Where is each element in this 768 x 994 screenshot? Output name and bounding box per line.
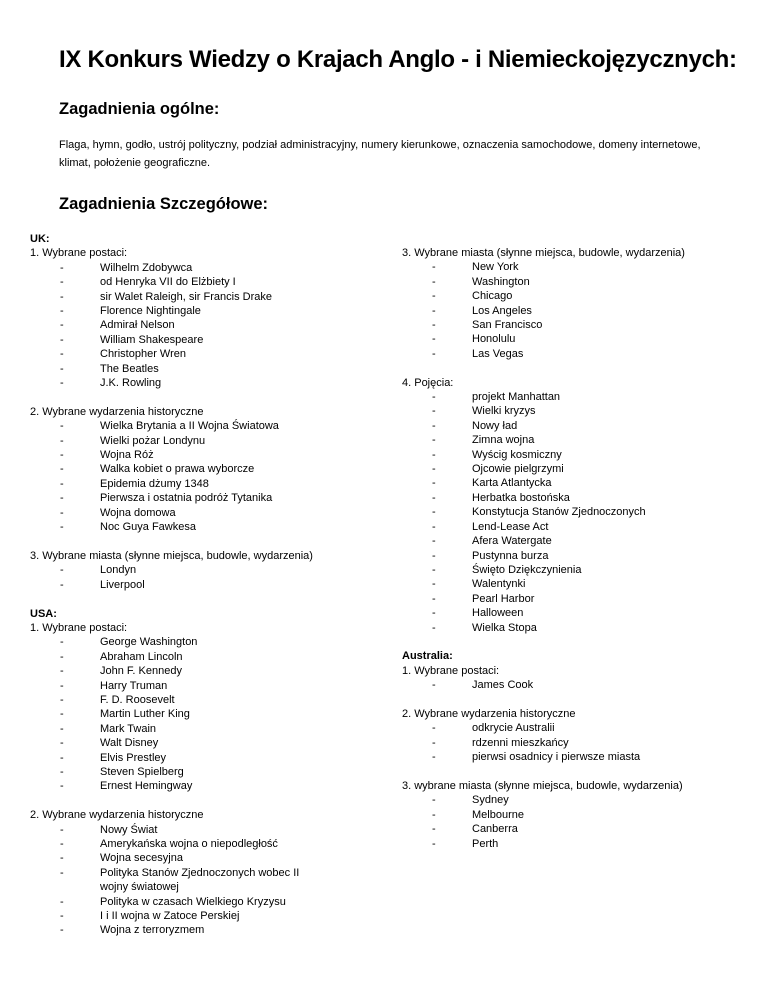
- list-item: - Harry Truman: [30, 679, 375, 693]
- list-item: - Pierwsza i ostatnia podróż Tytanika: [30, 491, 375, 505]
- list-item: - San Francisco: [402, 318, 747, 332]
- uk-section-1: [30, 246, 375, 390]
- usa-section-4: [402, 376, 747, 635]
- list-item: - Canberra: [402, 822, 747, 836]
- list-item: - Melbourne: [402, 808, 747, 822]
- right-column: [402, 246, 747, 865]
- usa-section-2: [30, 808, 375, 938]
- item-list: [402, 721, 747, 764]
- list-item: - Wielki pożar Londynu: [30, 434, 375, 448]
- list-item: - New York: [402, 260, 747, 274]
- list-item: - Herbatka bostońska: [402, 491, 747, 505]
- list-item: - Konstytucja Stanów Zjednoczonych: [402, 505, 747, 519]
- list-item: - Wojna Róż: [30, 448, 375, 462]
- list-item: - Wielka Stopa: [402, 621, 747, 635]
- page-title: IX Konkurs Wiedzy o Krajach Anglo - i Niemieckojęzycznych:: [59, 46, 737, 73]
- list-item: - Afera Watergate: [402, 534, 747, 548]
- list-item: - Epidemia dżumy 1348: [30, 477, 375, 491]
- list-item: - Wojna secesyjna: [30, 851, 375, 865]
- section-title: 3. Wybrane miasta (słynne miejsca, budowle, wydarzenia): [30, 549, 313, 562]
- item-list: [402, 390, 747, 635]
- list-item: - Walka kobiet o prawa wyborcze: [30, 462, 375, 476]
- list-item: - Florence Nightingale: [30, 304, 375, 318]
- list-item: - sir Walet Raleigh, sir Francis Drake: [30, 290, 375, 304]
- country-usa: USA:: [30, 607, 57, 620]
- list-item: - Karta Atlantycka: [402, 476, 747, 490]
- usa-section-3: [402, 246, 747, 361]
- list-item: - Martin Luther King: [30, 707, 375, 721]
- list-item: - Pustynna burza: [402, 549, 747, 563]
- list-item: - Wilhelm Zdobywca: [30, 261, 375, 275]
- item-list: [30, 635, 375, 793]
- item-list: [30, 261, 375, 391]
- list-item: - Washington: [402, 275, 747, 289]
- list-item: - Halloween: [402, 606, 747, 620]
- general-text: Flaga, hymn, godło, ustrój polityczny, podział administracyjny, numery kierunkowe, oznaczenia samochodowe, domeny internetowe, klimat, położenie geograficzne.: [59, 139, 701, 169]
- list-item: - Nowy Świat: [30, 823, 375, 837]
- list-item: - rdzenni mieszkańcy: [402, 736, 747, 750]
- section-title: 1. Wybrane postaci:: [402, 664, 500, 677]
- section-title: 1. Wybrane postaci:: [30, 247, 128, 260]
- country-australia: Australia:: [402, 650, 453, 663]
- list-item: - James Cook: [402, 678, 747, 692]
- item-list: [402, 793, 747, 851]
- list-item: - Los Angeles: [402, 304, 747, 318]
- section-title: 4. Pojęcia:: [402, 376, 454, 389]
- list-item: - Abraham Lincoln: [30, 650, 375, 664]
- list-item: - I i II wojna w Zatoce Perskiej: [30, 909, 375, 923]
- list-item: - Walt Disney: [30, 736, 375, 750]
- list-item: - Perth: [402, 837, 747, 851]
- uk-section-3: [30, 549, 375, 592]
- list-item: - Steven Spielberg: [30, 765, 375, 779]
- list-item: - Mark Twain: [30, 722, 375, 736]
- list-item: - Walentynki: [402, 577, 747, 591]
- list-item: - Polityka Stanów Zjednoczonych wobec II wojny światowej: [30, 866, 375, 895]
- section-title: 3. Wybrane miasta (słynne miejsca, budowle, wydarzenia): [402, 247, 685, 259]
- item-list: [30, 823, 375, 938]
- australia-section-1: [402, 664, 747, 693]
- list-item: - John F. Kennedy: [30, 664, 375, 678]
- australia-section-3: [402, 779, 747, 851]
- list-item: - Londyn: [30, 563, 375, 577]
- list-item: - Christopher Wren: [30, 347, 375, 361]
- item-list: [30, 563, 375, 592]
- section-title: 2. Wybrane wydarzenia historyczne: [30, 809, 204, 822]
- list-item: - odkrycie Australii: [402, 721, 747, 735]
- list-item: - Zimna wojna: [402, 433, 747, 447]
- uk-section-2: [30, 405, 375, 535]
- general-heading: Zagadnienia ogólne:: [59, 100, 220, 118]
- list-item: - Admirał Nelson: [30, 318, 375, 332]
- detailed-heading: Zagadnienia Szczegółowe:: [59, 195, 269, 213]
- list-item: - Święto Dziękczynienia: [402, 563, 747, 577]
- list-item: - Polityka w czasach Wielkiego Kryzysu: [30, 895, 375, 909]
- item-list: [402, 260, 747, 361]
- section-title: 3. wybrane miasta (słynne miejsca, budowle, wydarzenia): [402, 779, 683, 792]
- item-list: [402, 678, 747, 692]
- list-item: - George Washington: [30, 635, 375, 649]
- list-item: - Liverpool: [30, 578, 375, 592]
- list-item: - Ernest Hemingway: [30, 779, 375, 793]
- list-item: - Sydney: [402, 793, 747, 807]
- list-item: - Elvis Prestley: [30, 751, 375, 765]
- list-item: - Wyścig kosmiczny: [402, 448, 747, 462]
- list-item: - Wielka Brytania a II Wojna Światowa: [30, 419, 375, 433]
- list-item: - Chicago: [402, 289, 747, 303]
- list-item: - od Henryka VII do Elżbiety I: [30, 275, 375, 289]
- list-item: - Ojcowie pielgrzymi: [402, 462, 747, 476]
- list-item: - J.K. Rowling: [30, 376, 375, 390]
- list-item: - William Shakespeare: [30, 333, 375, 347]
- list-item: - Las Vegas: [402, 347, 747, 361]
- list-item: - Lend-Lease Act: [402, 520, 747, 534]
- list-item: - F. D. Roosevelt: [30, 693, 375, 707]
- australia-section-2: [402, 707, 747, 765]
- list-item: - Pearl Harbor: [402, 592, 747, 606]
- list-item: - Wielki kryzys: [402, 404, 747, 418]
- list-item: - The Beatles: [30, 362, 375, 376]
- list-item: - Noc Guya Fawkesa: [30, 520, 375, 534]
- list-item: - Amerykańska wojna o niepodległość: [30, 837, 375, 851]
- item-list: [30, 419, 375, 534]
- list-item: - Wojna domowa: [30, 506, 375, 520]
- list-item: - Nowy ład: [402, 419, 747, 433]
- list-item: - Honolulu: [402, 332, 747, 346]
- list-item: - Wojna z terroryzmem: [30, 923, 375, 937]
- section-title: 2. Wybrane wydarzenia historyczne: [30, 405, 204, 418]
- list-item: - projekt Manhattan: [402, 390, 747, 404]
- country-uk: UK:: [30, 233, 50, 245]
- list-item: - pierwsi osadnicy i pierwsze miasta: [402, 750, 747, 764]
- section-title: 2. Wybrane wydarzenia historyczne: [402, 707, 576, 720]
- usa-section-1: [30, 621, 375, 794]
- section-title: 1. Wybrane postaci:: [30, 621, 128, 634]
- left-column: [30, 232, 375, 952]
